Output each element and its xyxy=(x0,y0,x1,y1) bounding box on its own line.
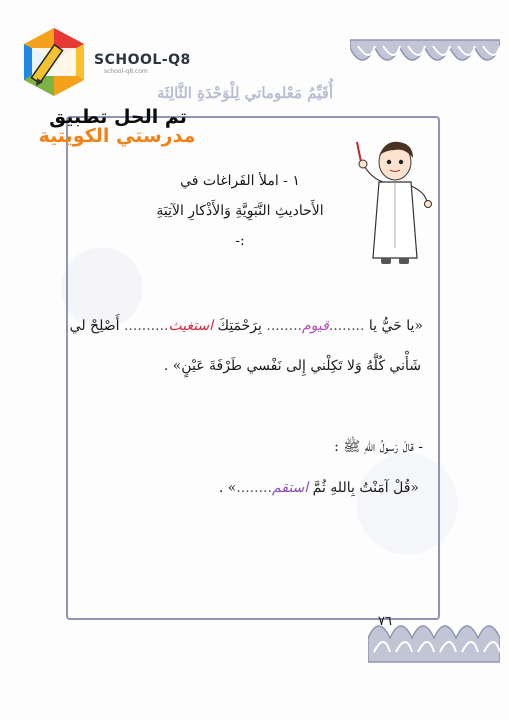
hadith2-open: «قُلْ آمَنْتُ بِاللهِ ثُمَّ xyxy=(312,480,419,496)
blank-dots: ........ xyxy=(328,318,365,334)
blank-dots: ........ xyxy=(266,318,302,334)
hadith1-mid: بِرَحْمَتِكَ xyxy=(217,318,262,334)
answer-istaqim: استقم xyxy=(271,480,309,496)
logo-name: SCHOOL-Q8 xyxy=(94,52,191,68)
answer-astagheeth: استغيث xyxy=(168,318,214,334)
hadith1-open: «يا حَيُّ يا xyxy=(368,318,423,334)
solution-overlay-line2: مدرستي الكويتية xyxy=(38,125,196,147)
hadith2-close: » . xyxy=(218,480,237,496)
hadith1-line2: شَأْني كُلَّهُ وَلا تَكِلْني إِلى نَفْسي طَرْفَةَ عَيْنٍ» . xyxy=(163,358,421,374)
question-block xyxy=(150,166,330,256)
unit-title: أُقَيِّمُ مَعْلوماتي لِلْوَحْدَةِ الثَّالِثَة xyxy=(156,84,334,102)
answer-qayyum: قيوم xyxy=(301,318,329,334)
logo-subtitle: school-q8.com xyxy=(104,68,148,75)
solution-overlay-line1: تم الحل تطبيق xyxy=(49,106,187,128)
blank-dots: ........ xyxy=(236,480,272,496)
question-title: ١ - املأ الفَراغات في xyxy=(180,173,300,189)
question-subtitle: الأَحاديثِ النَّبَوِيَّةِ وَالأَذْكارِ الآتِيَةِ :- xyxy=(156,203,324,249)
hadith2-line xyxy=(219,480,419,496)
hadith2-intro: - قالَ رَسولُ اللهِ ﷺ : xyxy=(334,439,423,455)
hadith1-end: أَصْلِحْ لي xyxy=(69,318,120,334)
page-number: ٧٦ xyxy=(378,614,392,629)
blank-dots: .......... xyxy=(123,318,169,334)
top-scallop-decoration xyxy=(350,38,500,78)
hadith1-line1 xyxy=(70,318,423,334)
boy-with-pen-illustration xyxy=(355,138,435,272)
school-q8-logo-icon xyxy=(18,24,90,104)
